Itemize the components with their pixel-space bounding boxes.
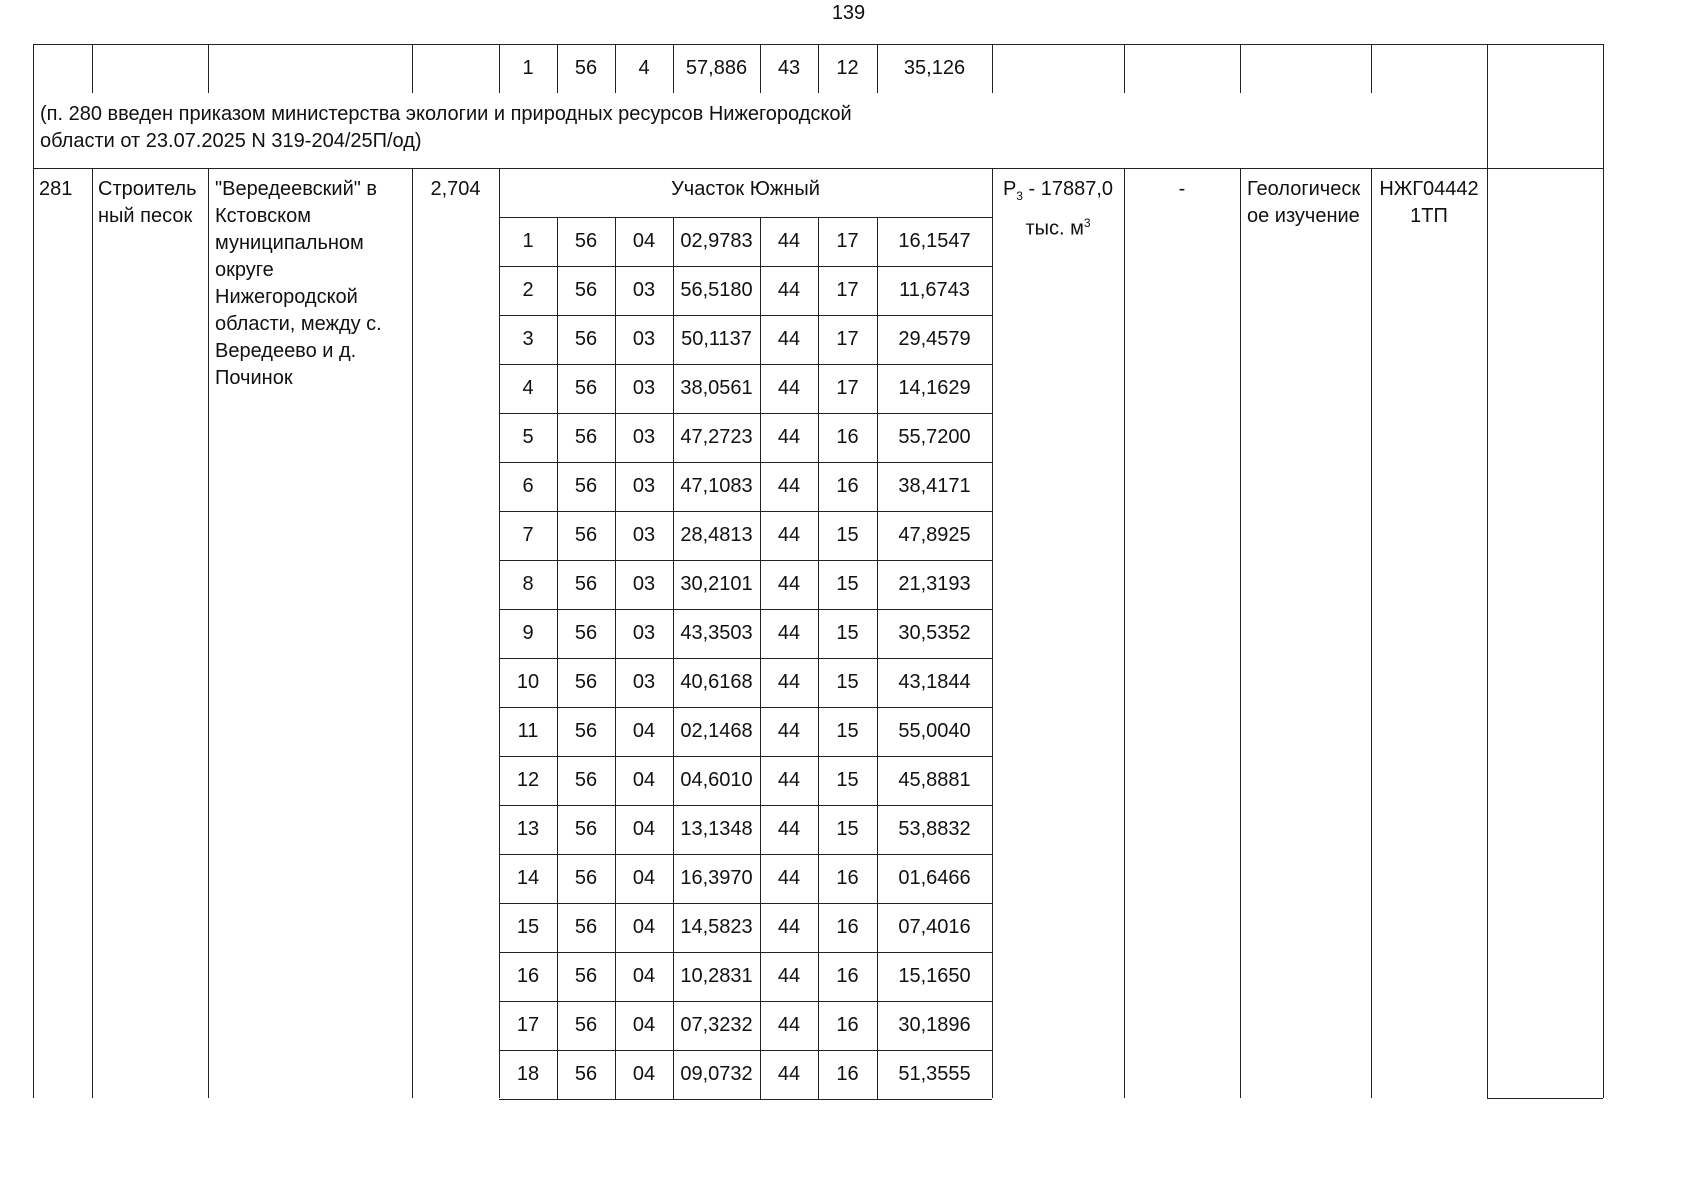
prev-coord-cell: 4 bbox=[638, 57, 650, 79]
coord-cell: 56 bbox=[574, 720, 598, 742]
col-line bbox=[1240, 168, 1241, 1098]
coord-cell: 47,1083 bbox=[680, 475, 753, 497]
coord-cell: 44 bbox=[777, 475, 801, 497]
col-line bbox=[992, 168, 993, 1098]
coord-cell: 17 bbox=[836, 230, 859, 252]
coord-cell: 15 bbox=[836, 818, 859, 840]
coord-cell: 56 bbox=[574, 1063, 598, 1085]
coord-cell: 03 bbox=[632, 622, 656, 644]
coord-cell: 56 bbox=[574, 1014, 598, 1036]
coord-cell: 1 bbox=[522, 230, 534, 252]
prev-coord-cell: 43 bbox=[777, 57, 801, 79]
coord-cell: 43,3503 bbox=[680, 622, 753, 644]
coord-cell: 16 bbox=[836, 1063, 859, 1085]
coord-row-border bbox=[499, 1099, 992, 1100]
coord-col-line bbox=[877, 217, 878, 1099]
coord-cell: 17 bbox=[836, 279, 859, 301]
coord-cell: 56 bbox=[574, 426, 598, 448]
coord-col-line bbox=[557, 217, 558, 1099]
coord-cell: 03 bbox=[632, 475, 656, 497]
coord-cell: 56 bbox=[574, 475, 598, 497]
coord-cell: 07,3232 bbox=[680, 1014, 753, 1036]
coord-cell: 07,4016 bbox=[898, 916, 971, 938]
page-number: 139 bbox=[831, 2, 866, 24]
coord-cell: 15 bbox=[836, 769, 859, 791]
coord-cell: 56 bbox=[574, 377, 598, 399]
coord-cell: 44 bbox=[777, 622, 801, 644]
col-line bbox=[1124, 44, 1125, 93]
coord-cell: 04,6010 bbox=[680, 769, 753, 791]
coord-cell: 03 bbox=[632, 377, 656, 399]
coord-cell: 09,0732 bbox=[680, 1063, 753, 1085]
coord-cell: 55,0040 bbox=[898, 720, 971, 742]
coord-cell: 17 bbox=[836, 328, 859, 350]
coord-cell: 21,3193 bbox=[898, 573, 971, 595]
table-right-border bbox=[1603, 44, 1604, 1098]
coord-cell: 16 bbox=[836, 1014, 859, 1036]
col-line bbox=[208, 44, 209, 93]
coord-cell: 18 bbox=[516, 1063, 540, 1085]
coord-cell: 45,8881 bbox=[898, 769, 971, 791]
coord-cell: 44 bbox=[777, 426, 801, 448]
coord-cell: 11,6743 bbox=[899, 279, 970, 301]
coord-cell: 56 bbox=[574, 573, 598, 595]
coord-cell: 04 bbox=[632, 818, 656, 840]
col-line bbox=[1240, 44, 1241, 93]
coord-cell: 04 bbox=[632, 965, 656, 987]
coord-cell: 16,1547 bbox=[898, 230, 971, 252]
coord-cell: 2 bbox=[522, 279, 534, 301]
coord-cell: 03 bbox=[632, 573, 656, 595]
row-number: 281 bbox=[39, 178, 73, 200]
coord-cell: 15 bbox=[516, 916, 540, 938]
coord-cell: 04 bbox=[632, 867, 656, 889]
coord-cell: 44 bbox=[777, 720, 801, 742]
coord-cell: 7 bbox=[522, 524, 534, 546]
coord-col-line bbox=[818, 217, 819, 1099]
coord-cell: 56 bbox=[574, 328, 598, 350]
table-bottom-border bbox=[1487, 1098, 1603, 1099]
coord-cell: 15 bbox=[836, 622, 859, 644]
coord-cell: 50,1137 bbox=[681, 328, 752, 350]
coord-cell: 56 bbox=[574, 965, 598, 987]
coord-cell: 56 bbox=[574, 769, 598, 791]
coord-cell: 04 bbox=[632, 916, 656, 938]
coord-cell: 16 bbox=[836, 426, 859, 448]
col-line bbox=[412, 168, 413, 1098]
coord-col-line bbox=[760, 217, 761, 1099]
coord-cell: 17 bbox=[516, 1014, 540, 1036]
coord-cell: 6 bbox=[522, 475, 534, 497]
coord-cell: 44 bbox=[777, 230, 801, 252]
row-top-border bbox=[33, 168, 1603, 169]
coord-cell: 40,6168 bbox=[680, 671, 753, 693]
coord-cell: 13 bbox=[516, 818, 540, 840]
coord-cell: 44 bbox=[777, 573, 801, 595]
coord-cell: 38,4171 bbox=[898, 475, 971, 497]
coord-cell: 44 bbox=[777, 769, 801, 791]
coord-cell: 10 bbox=[516, 671, 540, 693]
prev-coord-cell: 35,126 bbox=[903, 57, 966, 79]
prev-coord-cell: 1 bbox=[522, 57, 534, 79]
coord-cell: 16 bbox=[836, 965, 859, 987]
dash-value: - bbox=[1178, 178, 1186, 200]
col-line bbox=[1371, 44, 1372, 93]
amendment-note bbox=[40, 101, 1340, 155]
coord-cell: 55,7200 bbox=[898, 426, 971, 448]
coord-cell: 56 bbox=[574, 279, 598, 301]
coord-cell: 56 bbox=[574, 916, 598, 938]
coord-cell: 44 bbox=[777, 1014, 801, 1036]
col-line bbox=[1124, 168, 1125, 1098]
coord-cell: 15 bbox=[836, 524, 859, 546]
col-line bbox=[1371, 168, 1372, 1098]
section-title: Участок Южный bbox=[671, 178, 820, 200]
reserves-value: $P_3 - 17887,0$ тыс. $м^3$ bbox=[1002, 178, 1114, 240]
coord-cell: 16 bbox=[836, 475, 859, 497]
coord-cell: 56 bbox=[574, 818, 598, 840]
coord-cell: 56,5180 bbox=[680, 279, 753, 301]
coord-cell: 56 bbox=[574, 671, 598, 693]
coord-cell: 30,1896 bbox=[898, 1014, 971, 1036]
col-line bbox=[208, 168, 209, 1098]
coord-cell: 44 bbox=[777, 965, 801, 987]
col-line bbox=[33, 44, 34, 93]
coord-cell: 5 bbox=[522, 426, 534, 448]
coord-cell: 53,8832 bbox=[898, 818, 971, 840]
col-line bbox=[33, 168, 34, 1098]
coord-cell: 9 bbox=[522, 622, 534, 644]
coord-cell: 15 bbox=[836, 671, 859, 693]
coord-cell: 56 bbox=[574, 230, 598, 252]
coord-cell: 16,3970 bbox=[680, 867, 753, 889]
amendment-note-line: (п. 280 введен приказом министерства экологии и природных ресурсов Нижегородской bbox=[40, 103, 852, 125]
coord-cell: 03 bbox=[632, 279, 656, 301]
coord-cell: 44 bbox=[777, 377, 801, 399]
coord-cell: 04 bbox=[632, 230, 656, 252]
coord-cell: 15 bbox=[836, 720, 859, 742]
coord-cell: 29,4579 bbox=[898, 328, 971, 350]
coord-cell: 43,1844 bbox=[898, 671, 971, 693]
coord-cell: 44 bbox=[777, 916, 801, 938]
coord-cell: 3 bbox=[522, 328, 534, 350]
coord-cell: 44 bbox=[777, 671, 801, 693]
coord-cell: 01,6466 bbox=[898, 867, 971, 889]
col-line bbox=[1487, 44, 1488, 1098]
coord-cell: 17 bbox=[836, 377, 859, 399]
coord-cell: 13,1348 bbox=[680, 818, 753, 840]
coord-cell: 14,1629 bbox=[898, 377, 971, 399]
coord-col-line bbox=[673, 217, 674, 1099]
coord-cell: 56 bbox=[574, 524, 598, 546]
coord-cell: 14 bbox=[516, 867, 540, 889]
coord-cell: 04 bbox=[632, 769, 656, 791]
prev-coord-cell: 57,886 bbox=[685, 57, 748, 79]
coord-cell: 02,1468 bbox=[680, 720, 753, 742]
coord-cell: 16 bbox=[516, 965, 540, 987]
coord-cell: 11 bbox=[517, 720, 539, 742]
coord-col-line bbox=[615, 217, 616, 1099]
coord-cell: 44 bbox=[777, 818, 801, 840]
license-number: НЖГ04442 1ТП bbox=[1379, 178, 1479, 227]
coord-cell: 44 bbox=[777, 1063, 801, 1085]
col-line bbox=[992, 44, 993, 93]
coord-cell: 4 bbox=[522, 377, 534, 399]
coord-cell: 44 bbox=[777, 328, 801, 350]
mineral-type: Строитель ный песок bbox=[98, 178, 197, 227]
coord-cell: 47,8925 bbox=[898, 524, 971, 546]
coord-cell: 16 bbox=[836, 916, 859, 938]
coord-cell: 44 bbox=[777, 867, 801, 889]
coord-cell: 03 bbox=[632, 671, 656, 693]
coord-cell: 02,9783 bbox=[680, 230, 753, 252]
coord-cell: 16 bbox=[836, 867, 859, 889]
col-line bbox=[92, 44, 93, 93]
site-location: "Вередеевский" в Кстовском муниципальном округе Нижегородской области, между с. Вередеево и д. Починок bbox=[215, 178, 382, 389]
coord-cell: 51,3555 bbox=[898, 1063, 971, 1085]
coord-cell: 56 bbox=[574, 622, 598, 644]
coord-cell: 10,2831 bbox=[680, 965, 753, 987]
coord-cell: 04 bbox=[632, 720, 656, 742]
coord-cell: 15,1650 bbox=[898, 965, 971, 987]
coord-cell: 14,5823 bbox=[680, 916, 753, 938]
coord-cell: 30,2101 bbox=[680, 573, 753, 595]
area-value: 2,704 bbox=[430, 178, 481, 200]
coord-cell: 44 bbox=[777, 524, 801, 546]
coord-cell: 8 bbox=[522, 573, 534, 595]
coord-cell: 56 bbox=[574, 867, 598, 889]
coord-cell: 28,4813 bbox=[680, 524, 753, 546]
coord-cell: 03 bbox=[632, 426, 656, 448]
col-line bbox=[412, 44, 413, 93]
coord-cell: 44 bbox=[777, 279, 801, 301]
col-line bbox=[33, 93, 34, 168]
amendment-note-line: области от 23.07.2025 N 319-204/25П/од) bbox=[40, 130, 422, 152]
coord-cell: 12 bbox=[516, 769, 540, 791]
coord-cell: 15 bbox=[836, 573, 859, 595]
coord-cell: 30,5352 bbox=[898, 622, 971, 644]
col-line bbox=[92, 168, 93, 1098]
coord-cell: 47,2723 bbox=[680, 426, 753, 448]
coord-cell: 38,0561 bbox=[680, 377, 753, 399]
coord-cell: 04 bbox=[632, 1063, 656, 1085]
coord-cell: 04 bbox=[632, 1014, 656, 1036]
prev-coord-cell: 12 bbox=[836, 57, 859, 79]
coord-cell: 03 bbox=[632, 524, 656, 546]
license-purpose: Геологическ ое изучение bbox=[1247, 178, 1361, 227]
coord-cell: 03 bbox=[632, 328, 656, 350]
prev-coord-cell: 56 bbox=[574, 57, 598, 79]
